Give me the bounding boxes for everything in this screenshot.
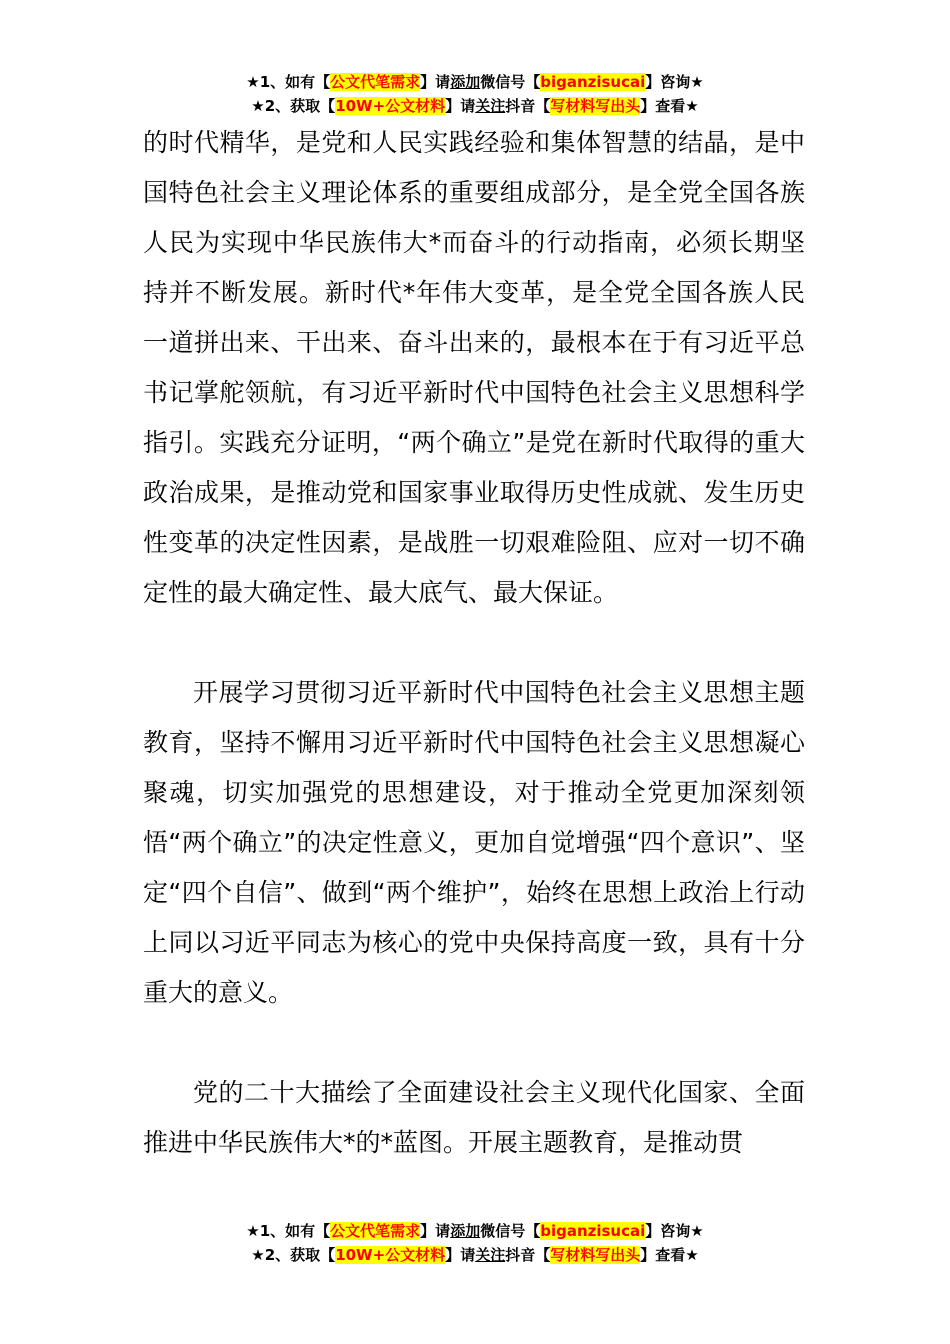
banner-text: 】请 [420, 73, 451, 91]
banner-text: 】请 [445, 1246, 476, 1264]
banner-line-1 [0, 70, 950, 94]
paragraph-1: 的时代精华，是党和人民实践经验和集体智慧的结晶，是中国特色社会主义理论体系的重要组成部分，是全党全国各族人民为实现中华民族伟大*而奋斗的行动指南，必须长期坚持并不断发展。新时代*年伟大变革，是全党全国各族人民一道拼出来、干出来、奋斗出来的，最根本在于有习近平总书记掌舵领航，有习近平新时代中国特色社会主义思想科学指引。实践充分证明，“两个确立”是党在新时代取得的重大政治成果，是推动党和国家事业取得历史性成就、发生历史性变革的决定性因素，是战胜一切艰难险阻、应对一切不确定性的最大确定性、最大底气、最大保证。 [143, 128, 805, 607]
highlight-douyin-account: 写材料写出头 [550, 97, 641, 115]
banner-line-2 [0, 94, 950, 118]
banner-text: 】咨询★ [645, 1222, 704, 1240]
highlight-service: 公文代笔需求 [330, 1222, 421, 1240]
banner-line-2 [0, 1243, 950, 1267]
underlined-add: 添加 [450, 1222, 481, 1240]
highlight-wechat-id: biganzisucai [540, 1222, 646, 1240]
underlined-follow: 关注 [475, 1246, 506, 1264]
banner-text: ★1、如有【 [246, 1222, 331, 1240]
banner-text: 】请 [420, 1222, 451, 1240]
banner-text: 】咨询★ [645, 73, 704, 91]
highlight-wechat-id: biganzisucai [540, 73, 646, 91]
banner-text: 抖音【 [505, 97, 551, 115]
paragraph-3: 党的二十大描绘了全面建设社会主义现代化国家、全面推进中华民族伟大*的*蓝图。开展主题教育，是推动贯 [143, 1078, 805, 1157]
banner-text: 抖音【 [505, 1246, 551, 1264]
banner-text: ★2、获取【 [251, 97, 336, 115]
banner-text: 微信号【 [480, 1222, 541, 1240]
header-banner [0, 70, 950, 118]
highlight-service: 公文代笔需求 [330, 73, 421, 91]
banner-text: 】查看★ [640, 97, 699, 115]
banner-text: 微信号【 [480, 73, 541, 91]
document-body [143, 118, 805, 1168]
banner-line-1 [0, 1219, 950, 1243]
highlight-materials: 10W+公文材料 [335, 1246, 446, 1264]
footer-banner [0, 1219, 950, 1267]
paragraph-2: 开展学习贯彻习近平新时代中国特色社会主义思想主题教育，坚持不懈用习近平新时代中国特色社会主义思想凝心聚魂，切实加强党的思想建设，对于推动全党更加深刻领悟“两个确立”的决定性意义，更加自觉增强“四个意识”、坚定“四个自信”、做到“两个维护”，始终在思想上政治上行动上同以习近平同志为核心的党中央保持高度一致，具有十分重大的意义。 [143, 678, 805, 1007]
banner-text: ★2、获取【 [251, 1246, 336, 1264]
underlined-add: 添加 [450, 73, 481, 91]
banner-text: 】请 [445, 97, 476, 115]
banner-text: 】查看★ [640, 1246, 699, 1264]
highlight-materials: 10W+公文材料 [335, 97, 446, 115]
underlined-follow: 关注 [475, 97, 506, 115]
highlight-douyin-account: 写材料写出头 [550, 1246, 641, 1264]
banner-text: ★1、如有【 [246, 73, 331, 91]
